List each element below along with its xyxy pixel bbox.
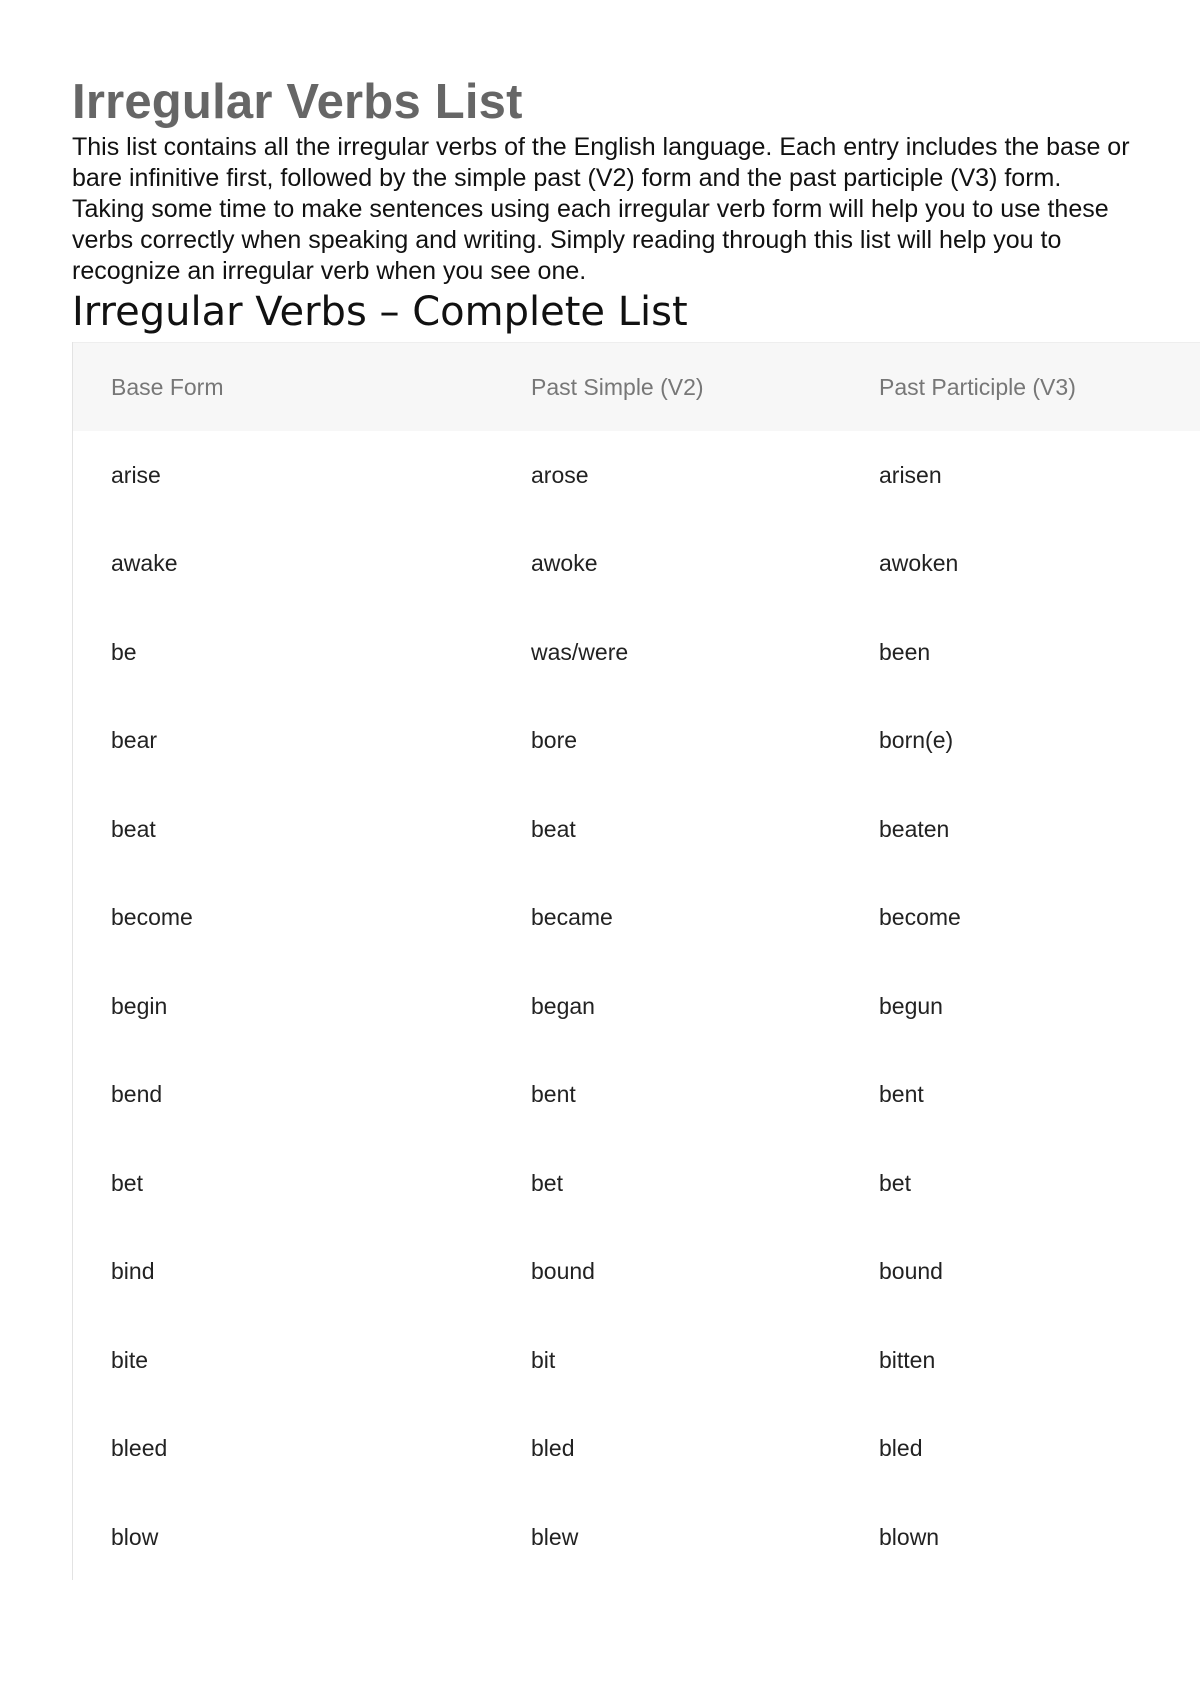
table-row: [73, 785, 1200, 874]
cell-past-simple: bled: [531, 1435, 575, 1462]
cell-past-simple: bit: [531, 1346, 556, 1373]
table-row: [73, 608, 1200, 697]
cell-past-simple: began: [531, 992, 595, 1019]
cell-past-participle: born(e): [879, 727, 954, 754]
cell-base-form: beat: [111, 815, 156, 842]
cell-base-form: awake: [111, 550, 178, 577]
cell-base-form: bet: [111, 1169, 143, 1196]
document-page: [72, 72, 1200, 1580]
table-row: [73, 1405, 1200, 1494]
cell-past-participle: bound: [879, 1258, 943, 1285]
cell-past-simple: bore: [531, 727, 578, 754]
cell-past-participle: bled: [879, 1435, 923, 1462]
table-row: [73, 1139, 1200, 1228]
table-body: [73, 431, 1200, 1580]
table-header-row: [73, 343, 1200, 432]
cell-past-participle: bet: [879, 1169, 911, 1196]
section-title: Irregular Verbs – Complete List: [72, 289, 688, 335]
table-row: [73, 1228, 1200, 1317]
cell-past-participle: beaten: [879, 815, 950, 842]
cell-past-simple: arose: [531, 461, 589, 488]
cell-past-participle: begun: [879, 992, 943, 1019]
cell-past-participle: bitten: [879, 1346, 936, 1373]
table-row: [73, 697, 1200, 786]
cell-past-simple: bet: [531, 1169, 563, 1196]
verbs-table-container: [72, 342, 1200, 1580]
cell-base-form: blow: [111, 1523, 159, 1550]
page-title: Irregular Verbs List: [72, 75, 523, 129]
table-row: [73, 520, 1200, 609]
verbs-table: [73, 342, 1200, 1580]
cell-base-form: be: [111, 638, 137, 665]
header-base-form: Base Form: [73, 343, 493, 432]
cell-past-simple: bent: [531, 1081, 576, 1108]
header-past-participle: Past Participle (V3): [841, 343, 1200, 432]
cell-base-form: become: [111, 904, 193, 931]
cell-past-simple: bound: [531, 1258, 595, 1285]
cell-past-participle: arisen: [879, 461, 942, 488]
cell-past-simple: became: [531, 904, 613, 931]
cell-past-simple: blew: [531, 1523, 579, 1550]
table-header: [73, 343, 1200, 432]
cell-past-simple: beat: [531, 815, 576, 842]
cell-base-form: bite: [111, 1346, 149, 1373]
header-past-simple: Past Simple (V2): [493, 343, 841, 432]
cell-base-form: arise: [111, 461, 161, 488]
table-row: [73, 431, 1200, 520]
cell-past-participle: awoken: [879, 550, 959, 577]
table-row: [73, 1316, 1200, 1405]
cell-past-participle: been: [879, 638, 931, 665]
intro-paragraph: This list contains all the irregular verbs of the English language. Each entry includes the base or bare infinitive first, followed by the simple past (V2) form and the past participle (V3) form. Taking some time to make sentences using each irregular verb form will help you to use these verbs correctly when speaking and writing. Simply reading through this list will help you to recognize an irregular verb when you see one.: [72, 133, 1130, 285]
table-row: [73, 874, 1200, 963]
cell-past-simple: awoke: [531, 550, 598, 577]
cell-base-form: bear: [111, 727, 158, 754]
table-row: [73, 1493, 1200, 1580]
table-row: [73, 1051, 1200, 1140]
cell-base-form: begin: [111, 992, 168, 1019]
cell-base-form: bind: [111, 1258, 155, 1285]
cell-past-participle: become: [879, 904, 961, 931]
cell-base-form: bleed: [111, 1435, 168, 1462]
cell-base-form: bend: [111, 1081, 163, 1108]
cell-past-participle: blown: [879, 1523, 940, 1550]
table-row: [73, 962, 1200, 1051]
cell-past-participle: bent: [879, 1081, 924, 1108]
cell-past-simple: was/were: [531, 638, 629, 665]
